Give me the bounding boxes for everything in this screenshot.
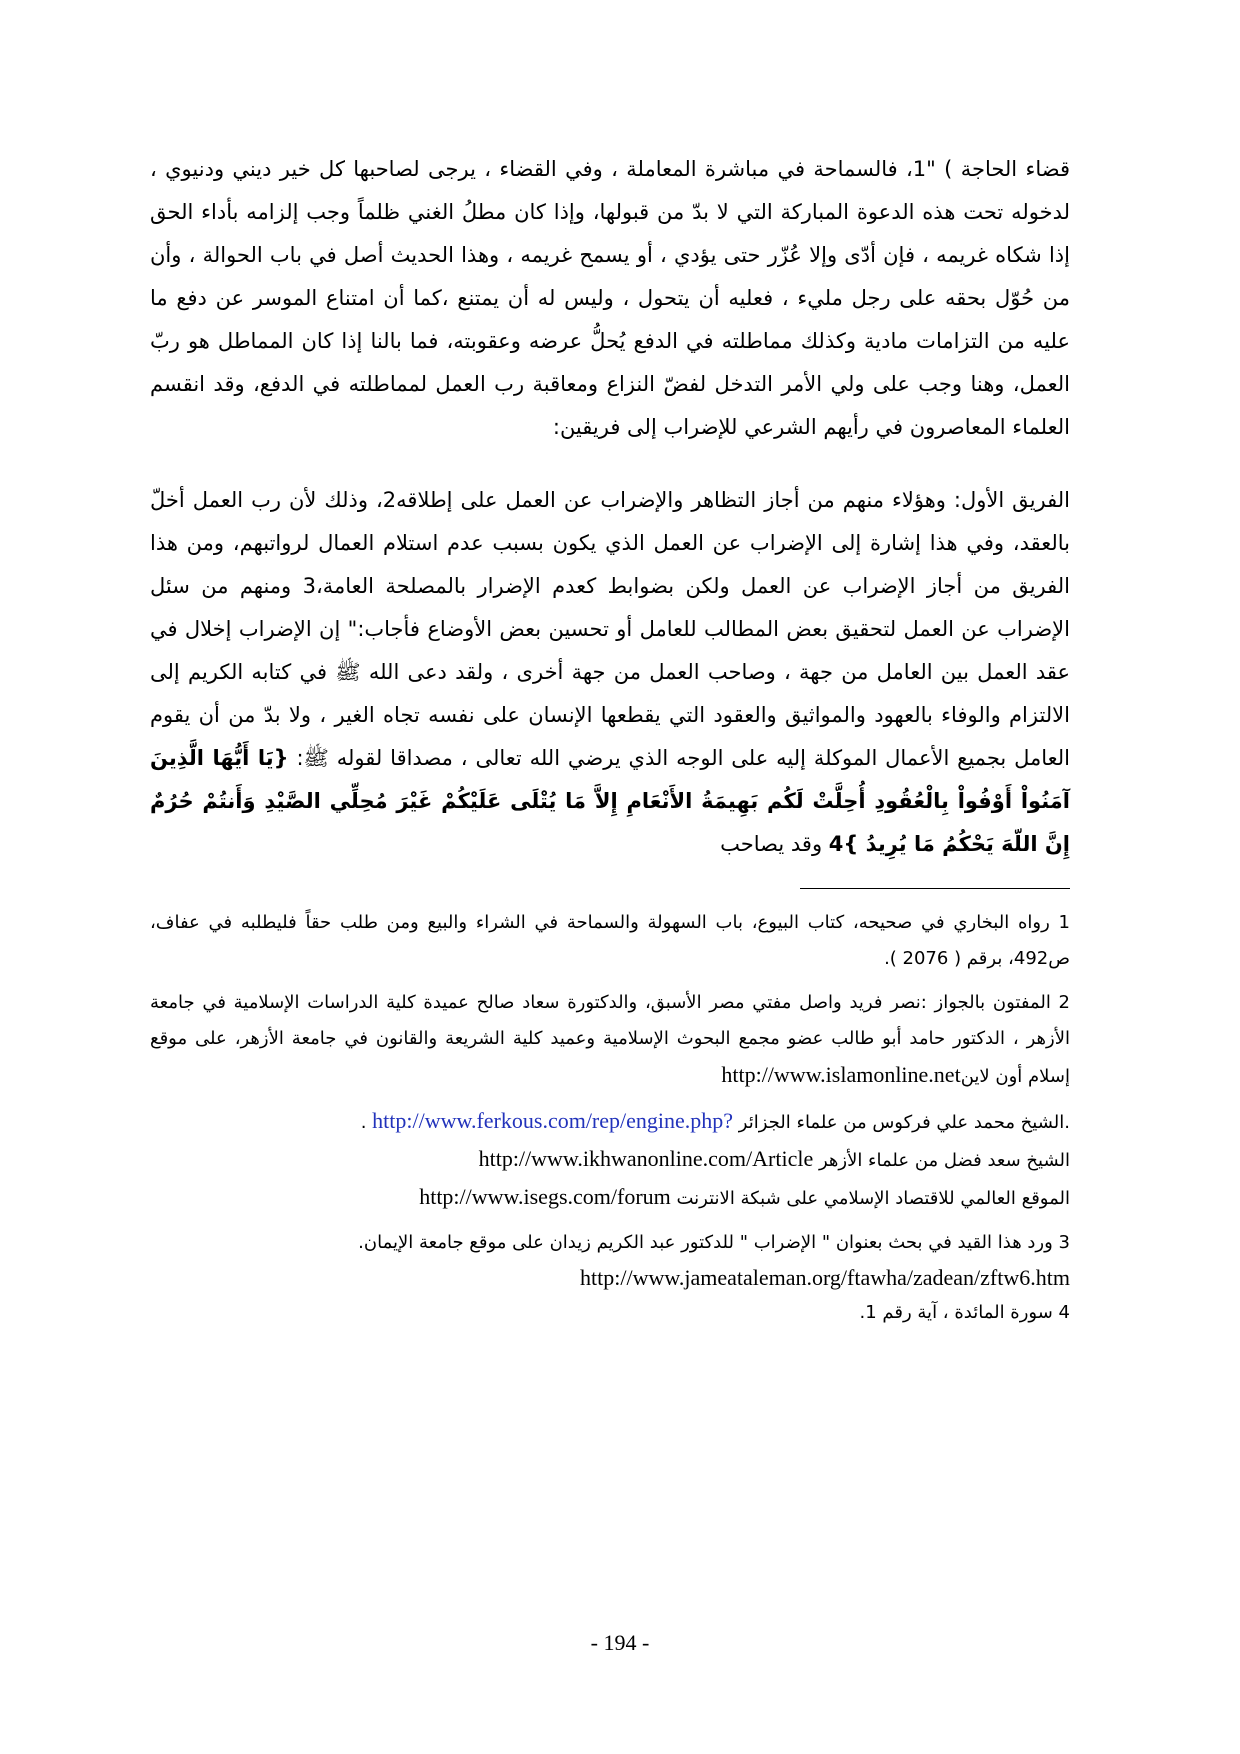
ferkous-link[interactable]: http://www.ferkous.com/rep/engine.php? (372, 1108, 734, 1133)
isegs-url[interactable]: http://www.isegs.com/forum (419, 1184, 671, 1209)
quran-verse: {يَا أَيُّهَا الَّذِينَ آمَنُواْ أَوْفُواْ بِالْعُقُودِ أُحِلَّتْ لَكُم بَهِيمَةُ الأَنْعَامِ إِلاَّ مَا يُتْلَى عَلَيْكُمْ غَيْرَ مُحِلِّي الصَّيْدِ وَأَنتُمْ حُرُمٌ إِنَّ اللّهَ يَحْكُمُ مَا يُرِيدُ }4 (150, 746, 1070, 856)
footnotes (150, 905, 1070, 1331)
footnote-2 (150, 985, 1070, 1095)
footnote-2-isegs (150, 1179, 1070, 1217)
ferkous-text: .الشيخ محمد علي فركوس من علماء الجزائر (738, 1112, 1070, 1133)
footnote-4: 4 سورة المائدة ، آية رقم 1. (859, 1302, 1070, 1323)
footnote-2-text: 2 المفتون بالجواز :نصر فريد واصل مفتي مصر الأسبق، والدكتورة سعاد صالح عميدة كلية الدراسات الإسلامية في جامعة الأزهر ، الدكتور حامد أبو طالب عضو مجمع البحوث الإسلامية وعميد كلية الشريعة والقانون في جامعة الأزهر، على موقع إسلام أون لاين (150, 992, 1070, 1087)
isegs-text: الموقع العالمي للاقتصاد الإسلامي على شبكة الانترنت (676, 1188, 1070, 1209)
footnote-2-ferkous (150, 1103, 1070, 1141)
footnote-3: 3 ورد هذا القيد في بحث بعنوان " الإضراب " للدكتور عبد الكريم زيدان على موقع جامعة الإيمان. (358, 1232, 1070, 1253)
ferkous-dot: . (360, 1112, 367, 1133)
footnote-2-url[interactable]: http://www.islamonline.net (721, 1062, 961, 1087)
saad-url[interactable]: http://www.ikhwanonline.com/Article (478, 1146, 814, 1171)
footnote-separator (800, 888, 1070, 889)
paragraph-2-continuation: وقد يصاحب (720, 832, 823, 856)
footnote-1: 1 رواه البخاري في صحيحه، كتاب البيوع، باب السهولة والسماحة في الشراء والبيع ومن طلب حقاً فليطلبه في عفاف، ص492، برقم ( 2076 ). (150, 912, 1070, 969)
footnote-3-url[interactable]: http://www.jameataleman.org/ftawha/zadean/zftw6.htm (580, 1265, 1070, 1290)
footnote-2-saad (150, 1141, 1070, 1179)
body-paragraph-1: قضاء الحاجة ) "1، فالسماحة في مباشرة المعاملة ، وفي القضاء ، يرجى لصاحبها كل خير ديني ودنيوي ، لدخوله تحت هذه الدعوة المباركة التي لا بدّ من قبولها، وإذا كان مطلُ الغني ظلماً وجب إلزامه بأداء الحق إذا شكاه غريمه ، فإن أدّى وإلا عُزّر حتى يؤدي ، أو يسمح غريمه ، وهذا الحديث أصل في باب الحوالة ، وأن من حُوّل بحقه على رجل مليء ، فعليه أن يتحول ، وليس له أن يمتنع ،كما أن امتناع الموسر عن دفع ما عليه من التزامات مادية وكذلك مماطلته في الدفع يُحلُّ عرضه وعقوبته، فما بالنا إذا كان المماطل هو ربّ العمل، وهنا وجب على ولي الأمر التدخل لفضّ النزاع ومعاقبة رب العمل لمماطلته في الدفع، وقد انقسم العلماء المعاصرون في رأيهم الشرعي للإضراب إلى فريقين: (150, 157, 1070, 439)
paragraph-2-text: الفريق الأول: وهؤلاء منهم من أجاز التظاهر والإضراب عن العمل على إطلاقه2، وذلك لأن رب العمل أخلّ بالعقد، وفي هذا إشارة إلى الإضراب عن العمل الذي يكون بسبب عدم استلام العمال لرواتبهم، ومن هذا الفريق من أجاز الإضراب عن العمل ولكن بضوابط كعدم الإضرار بالمصلحة العامة،3 ومنهم من سئل الإضراب عن العمل لتحقيق بعض المطالب للعامل أو تحسين بعض الأوضاع فأجاب:" إن الإضراب إخلال في عقد العمل بين العامل من جهة ، وصاحب العمل من جهة أخرى ، ولقد دعى الله ﷺ في كتابه الكريم إلى الالتزام والوفاء بالعهود والمواثيق والعقود التي يقطعها الإنسان على نفسه تجاه الغير ، ولا بدّ من أن يقوم العامل بجميع الأعمال الموكلة إليه على الوجه الذي يرضي الله تعالى ، مصداقا لقوله ﷺ: (150, 488, 1071, 770)
page-number: - 194 - (590, 1630, 650, 1655)
saad-text: الشيخ سعد فضل من علماء الأزهر (818, 1150, 1070, 1171)
body-paragraph-2 (150, 479, 1070, 866)
page-content (150, 148, 1070, 1708)
